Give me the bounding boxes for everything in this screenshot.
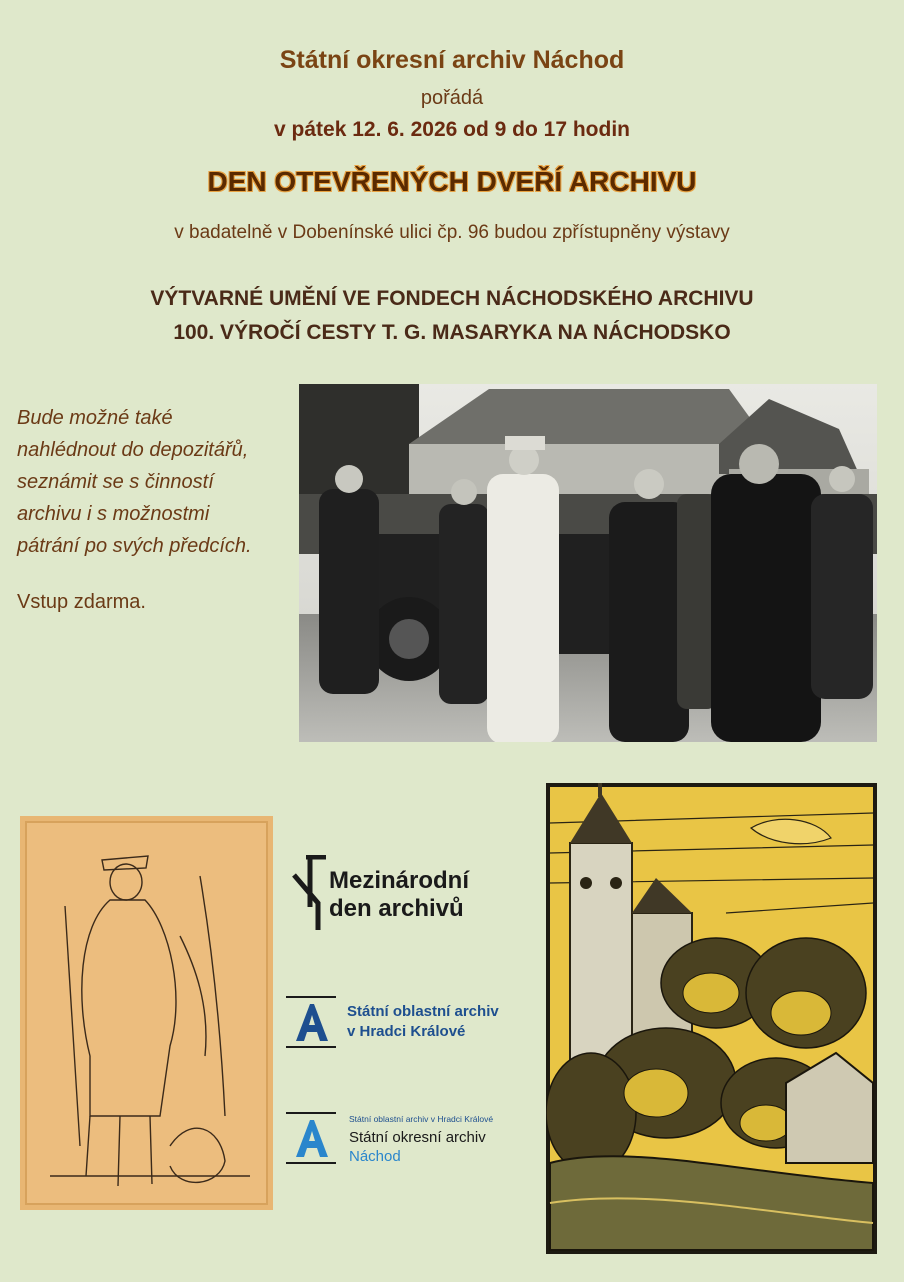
soa-line1: Státní oblastní archiv — [347, 1003, 499, 1020]
international-archives-day-logo — [292, 855, 522, 935]
soka-line2: Náchod — [349, 1148, 401, 1165]
info-text — [17, 402, 307, 618]
archive-a-logo-icon — [286, 996, 338, 1048]
organizer-verb: pořádá — [420, 87, 484, 109]
event-title: DEN OTEVŘENÝCH DVEŘÍ ARCHIVU — [207, 166, 697, 197]
organizer-title: Státní okresní archiv Náchod — [279, 46, 625, 74]
intl-day-line2: den archivů — [329, 895, 464, 922]
exhibition-title-1: VÝTVARNÉ UMĚNÍ VE FONDECH NÁCHODSKÉHO ARCHIVU — [150, 287, 754, 310]
info-line: Bude možné také — [17, 407, 173, 429]
soka-line1: Státní okresní archiv — [349, 1129, 486, 1146]
info-line: archivu i s možnostmi — [17, 503, 210, 525]
info-line: pátrání po svých předcích. — [17, 535, 252, 557]
entry-note: Vstup zdarma. — [17, 591, 146, 613]
soka-small-line: Státní oblastní archiv v Hradci Králové — [349, 1114, 494, 1124]
woodcut-landscape-image — [546, 783, 877, 1254]
soka-nachod-logo — [286, 1112, 546, 1168]
info-line: nahlédnout do depozitářů, — [17, 439, 249, 461]
archive-a-logo-icon — [286, 1112, 338, 1164]
intl-day-line1: Mezinárodní — [329, 867, 470, 894]
info-line: seznámit se s činností — [17, 471, 214, 493]
archive-day-logo-icon — [292, 855, 328, 930]
soa-line2: v Hradci Králové — [347, 1023, 466, 1040]
historical-photo — [299, 384, 877, 742]
soa-hradec-logo — [286, 996, 536, 1052]
venue-line: v badatelně v Dobenínské ulici čp. 96 budou zpřístupněny výstavy — [174, 222, 730, 243]
event-date: v pátek 12. 6. 2026 od 9 do 17 hodin — [274, 118, 630, 141]
exhibition-title-2: 100. VÝROČÍ CESTY T. G. MASARYKA NA NÁCHODSKO — [173, 321, 731, 344]
pencil-sketch-image — [20, 816, 273, 1210]
